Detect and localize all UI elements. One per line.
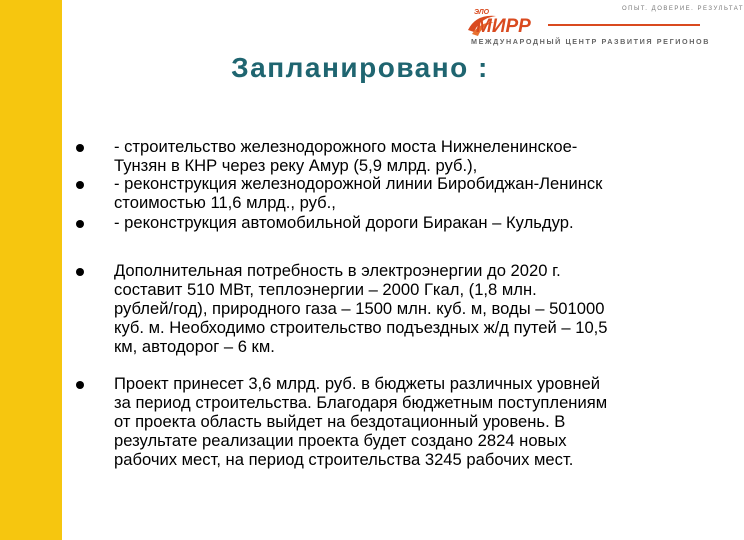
list-item-line: км, автодорог – 6 км. [114, 336, 275, 356]
bullet-icon [76, 268, 84, 276]
list-item-line: куб. м. Необходимо строительство подъездных ж/д путей – 10,5 [114, 317, 608, 337]
logo-rule [548, 24, 700, 26]
logo-tagline: ОПЫТ. ДОВЕРИЕ. РЕЗУЛЬТАТ [622, 6, 744, 12]
list-item-line: составит 510 МВт, теплоэнергии – 2000 Гкал, (1,8 млн. [114, 279, 537, 299]
list-item-line: результате реализации проекта будет создано 2824 новых [114, 430, 567, 450]
company-logo [466, 6, 744, 46]
list-item-line: Тунзян в КНР через реку Амур (5,9 млрд. руб.), [114, 155, 478, 175]
list-item-line: - реконструкция автомобильной дороги Биракан – Кульдур. [114, 213, 574, 232]
bullet-icon [76, 144, 84, 152]
slide-title: Запланировано : [231, 52, 489, 83]
list-item-text [114, 375, 704, 470]
list-item-text [114, 214, 704, 233]
logo-subtitle: МЕЖДУНАРОДНЫЙ ЦЕНТР РАЗВИТИЯ РЕГИОНОВ [471, 37, 710, 46]
bullet-icon [76, 181, 84, 189]
list-item-line: - строительство железнодорожного моста Нижнеленинское- [114, 137, 578, 156]
list-item-line: рабочих мест, на период строительства 3245 рабочих мест. [114, 449, 574, 469]
list-item-text [114, 262, 704, 357]
bullet-icon [76, 381, 84, 389]
list-item-text [114, 138, 704, 176]
list-item-line: за период строительства. Благодаря бюджетным поступлениям [114, 392, 608, 412]
list-item-line: рублей/год), природного газа – 1500 млн. куб. м, воды – 501000 [114, 298, 605, 318]
bullet-icon [76, 220, 84, 228]
list-item-line: Проект принесет 3,6 млрд. руб. в бюджеты различных уровней [114, 374, 601, 393]
list-item-line: Дополнительная потребность в электроэнергии до 2020 г. [114, 261, 561, 280]
list-item-line: - реконструкция железнодорожной линии Биробиджан-Ленинск [114, 174, 603, 193]
list-item-text [114, 175, 704, 213]
logo-name: МИРР [476, 16, 531, 37]
list-item-line: стоимостью 11,6 млрд., руб., [114, 192, 336, 212]
logo-prefix: ЭЛО [474, 9, 490, 16]
list-item-line: от проекта область выйдет на бездотационный уровень. В [114, 411, 566, 431]
